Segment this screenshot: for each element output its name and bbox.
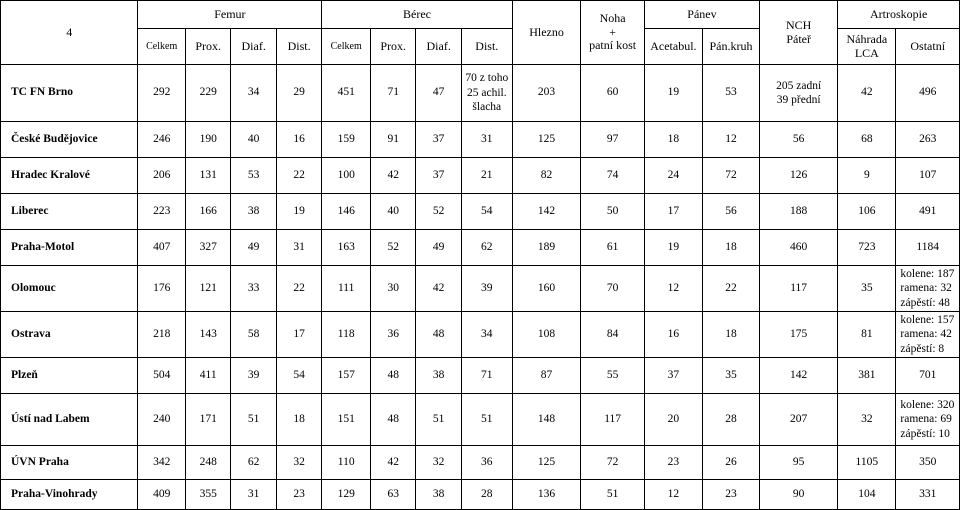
cell-femur-diaf: 53	[231, 158, 276, 194]
sub-berec-dist: Dist.	[461, 29, 512, 65]
table-row	[1, 394, 960, 446]
cell-nch: 460	[760, 230, 838, 266]
group-artroskopie: Artroskopie	[838, 1, 960, 29]
cell-femur-celkem: 292	[138, 65, 186, 122]
cell-femur-celkem: 407	[138, 230, 186, 266]
cell-berec-dist	[461, 65, 512, 122]
cell-berec-prox: 48	[371, 394, 416, 446]
nch-value-line-2: 39 přední	[776, 94, 821, 106]
row-name: Ústí nad Labem	[1, 394, 138, 446]
cell-berec-prox: 30	[371, 266, 416, 312]
cell-femur-celkem: 342	[138, 446, 186, 480]
cell-ostatni: 331	[896, 480, 960, 510]
cell-acetabul: 37	[644, 358, 702, 394]
cell-acetabul: 16	[644, 312, 702, 358]
cell-noha: 70	[581, 266, 644, 312]
cell-ostatni	[896, 394, 960, 446]
cell-femur-prox: 143	[185, 312, 230, 358]
cell-berec-prox: 52	[371, 230, 416, 266]
nahrada-line-1: Náhrada	[846, 31, 888, 46]
cell-acetabul: 24	[644, 158, 702, 194]
cell-hlezno: 125	[512, 122, 581, 158]
cell-pankruh: 22	[702, 266, 759, 312]
cell-femur-celkem: 223	[138, 194, 186, 230]
sub-nahrada-lca	[838, 29, 896, 65]
cell-femur-diaf: 40	[231, 122, 276, 158]
cell-pankruh: 23	[702, 480, 759, 510]
cell-hlezno: 203	[512, 65, 581, 122]
cell-hlezno: 82	[512, 158, 581, 194]
group-panev: Pánev	[644, 1, 759, 29]
sub-acetabul: Acetabul.	[644, 29, 702, 65]
cell-nch: 56	[760, 122, 838, 158]
note-line-2: 25 achil.	[466, 86, 507, 99]
cell-nch: 142	[760, 358, 838, 394]
noha-line-3: patní kost	[589, 38, 637, 53]
cell-pankruh: 56	[702, 194, 759, 230]
cell-femur-celkem: 246	[138, 122, 186, 158]
cell-noha: 51	[581, 480, 644, 510]
sub-femur-prox: Prox.	[185, 29, 230, 65]
cell-berec-prox: 71	[371, 65, 416, 122]
cell-berec-dist: 34	[461, 312, 512, 358]
cell-berec-celkem: 146	[322, 194, 371, 230]
cell-pankruh: 72	[702, 158, 759, 194]
cell-lca: 81	[838, 312, 896, 358]
cell-ostatni	[896, 312, 960, 358]
row-name: Praha-Motol	[1, 230, 138, 266]
sub-berec-diaf: Diaf.	[416, 29, 461, 65]
table-row	[1, 358, 960, 394]
cell-lca: 104	[838, 480, 896, 510]
cell-nch: 175	[760, 312, 838, 358]
nahrada-line-2: LCA	[854, 45, 879, 60]
cell-noha: 72	[581, 446, 644, 480]
table-row	[1, 266, 960, 312]
cell-acetabul: 18	[644, 122, 702, 158]
cell-noha: 55	[581, 358, 644, 394]
cell-femur-prox: 166	[185, 194, 230, 230]
cell-noha: 50	[581, 194, 644, 230]
cell-femur-dist: 29	[276, 65, 321, 122]
cell-femur-dist: 32	[276, 446, 321, 480]
cell-femur-prox: 131	[185, 158, 230, 194]
ostatni-line-2: ramena: 42	[900, 328, 952, 341]
cell-berec-prox: 42	[371, 446, 416, 480]
cell-lca: 723	[838, 230, 896, 266]
cell-hlezno: 148	[512, 394, 581, 446]
sub-pankruh: Pán.kruh	[702, 29, 759, 65]
ostatni-line-2: ramena: 32	[900, 282, 952, 295]
cell-femur-prox: 121	[185, 266, 230, 312]
noha-line-2: +	[609, 24, 616, 39]
cell-acetabul: 20	[644, 394, 702, 446]
cell-femur-diaf: 31	[231, 480, 276, 510]
table-row	[1, 480, 960, 510]
cell-berec-dist: 28	[461, 480, 512, 510]
cell-femur-diaf: 58	[231, 312, 276, 358]
cell-pankruh: 35	[702, 358, 759, 394]
cell-berec-dist: 71	[461, 358, 512, 394]
cell-ostatni: 1184	[896, 230, 960, 266]
cell-femur-celkem: 409	[138, 480, 186, 510]
cell-femur-dist: 17	[276, 312, 321, 358]
cell-berec-dist: 62	[461, 230, 512, 266]
cell-lca: 381	[838, 358, 896, 394]
cell-pankruh: 18	[702, 312, 759, 358]
ostatni-line-1: kolene: 157	[900, 313, 955, 326]
cell-pankruh: 12	[702, 122, 759, 158]
cell-femur-prox: 171	[185, 394, 230, 446]
cell-noha: 97	[581, 122, 644, 158]
cell-lca: 1105	[838, 446, 896, 480]
sub-berec-celkem: Celkem	[322, 29, 371, 65]
cell-berec-diaf: 37	[416, 122, 461, 158]
cell-berec-diaf: 48	[416, 312, 461, 358]
ostatni-line-3: zápěstí: 48	[900, 296, 950, 309]
cell-hlezno: 108	[512, 312, 581, 358]
cell-berec-diaf: 38	[416, 480, 461, 510]
row-name: Plzeň	[1, 358, 138, 394]
row-name: Ostrava	[1, 312, 138, 358]
note-line-3: šlacha	[472, 101, 502, 114]
cell-berec-celkem: 157	[322, 358, 371, 394]
cell-femur-diaf: 34	[231, 65, 276, 122]
cell-femur-celkem: 218	[138, 312, 186, 358]
cell-pankruh: 28	[702, 394, 759, 446]
note-line-1: 70 z toho	[465, 72, 509, 85]
cell-acetabul: 19	[644, 230, 702, 266]
table-row	[1, 194, 960, 230]
cell-femur-diaf: 49	[231, 230, 276, 266]
cell-femur-dist: 31	[276, 230, 321, 266]
cell-acetabul: 12	[644, 480, 702, 510]
cell-ostatni: 491	[896, 194, 960, 230]
cell-berec-dist: 39	[461, 266, 512, 312]
ostatni-line-3: zápěstí: 8	[900, 342, 945, 355]
sub-femur-diaf: Diaf.	[231, 29, 276, 65]
row-name: České Budějovice	[1, 122, 138, 158]
cell-berec-celkem: 163	[322, 230, 371, 266]
cell-femur-diaf: 33	[231, 266, 276, 312]
cell-ostatni: 701	[896, 358, 960, 394]
cell-noha: 74	[581, 158, 644, 194]
cell-berec-celkem: 118	[322, 312, 371, 358]
cell-femur-prox: 248	[185, 446, 230, 480]
cell-femur-celkem: 504	[138, 358, 186, 394]
cell-berec-prox: 40	[371, 194, 416, 230]
cell-berec-celkem: 129	[322, 480, 371, 510]
ostatni-line-1: kolene: 187	[900, 267, 955, 280]
table-row	[1, 158, 960, 194]
cell-noha: 117	[581, 394, 644, 446]
group-hlezno: Hlezno	[512, 1, 581, 65]
row-name: TC FN Brno	[1, 65, 138, 122]
cell-berec-celkem: 159	[322, 122, 371, 158]
nch-line-2: Páteř	[786, 31, 811, 46]
cell-hlezno: 189	[512, 230, 581, 266]
group-noha	[581, 1, 644, 65]
cell-hlezno: 160	[512, 266, 581, 312]
cell-femur-dist: 23	[276, 480, 321, 510]
cell-femur-dist: 16	[276, 122, 321, 158]
corner-cell: 4	[1, 1, 138, 65]
ostatni-line-3: zápěstí: 10	[900, 427, 950, 440]
cell-berec-celkem: 100	[322, 158, 371, 194]
cell-berec-dist: 51	[461, 394, 512, 446]
cell-femur-celkem: 240	[138, 394, 186, 446]
cell-berec-diaf: 49	[416, 230, 461, 266]
cell-pankruh: 53	[702, 65, 759, 122]
row-name: ÚVN Praha	[1, 446, 138, 480]
cell-acetabul: 12	[644, 266, 702, 312]
cell-berec-prox: 91	[371, 122, 416, 158]
cell-pankruh: 26	[702, 446, 759, 480]
cell-femur-prox: 229	[185, 65, 230, 122]
cell-nch	[760, 65, 838, 122]
cell-noha: 60	[581, 65, 644, 122]
cell-hlezno: 87	[512, 358, 581, 394]
cell-femur-dist: 22	[276, 158, 321, 194]
cell-femur-prox: 411	[185, 358, 230, 394]
cell-berec-prox: 63	[371, 480, 416, 510]
table-row	[1, 230, 960, 266]
cell-ostatni: 107	[896, 158, 960, 194]
cell-femur-prox: 355	[185, 480, 230, 510]
cell-berec-diaf: 51	[416, 394, 461, 446]
group-nch	[760, 1, 838, 65]
cell-berec-prox: 36	[371, 312, 416, 358]
cell-lca: 106	[838, 194, 896, 230]
cell-berec-diaf: 47	[416, 65, 461, 122]
cell-acetabul: 19	[644, 65, 702, 122]
cell-nch: 95	[760, 446, 838, 480]
group-berec: Bérec	[322, 1, 512, 29]
cell-berec-celkem: 151	[322, 394, 371, 446]
row-name: Olomouc	[1, 266, 138, 312]
cell-femur-diaf: 62	[231, 446, 276, 480]
cell-nch: 188	[760, 194, 838, 230]
cell-femur-prox: 190	[185, 122, 230, 158]
sub-femur-dist: Dist.	[276, 29, 321, 65]
cell-ostatni	[896, 266, 960, 312]
cell-femur-prox: 327	[185, 230, 230, 266]
cell-berec-celkem: 110	[322, 446, 371, 480]
cell-ostatni: 350	[896, 446, 960, 480]
ostatni-line-2: ramena: 69	[900, 413, 952, 426]
cell-pankruh: 18	[702, 230, 759, 266]
cell-femur-dist: 54	[276, 358, 321, 394]
cell-femur-diaf: 39	[231, 358, 276, 394]
cell-berec-dist: 36	[461, 446, 512, 480]
cell-berec-prox: 42	[371, 158, 416, 194]
cell-nch: 207	[760, 394, 838, 446]
cell-femur-dist: 22	[276, 266, 321, 312]
cell-acetabul: 23	[644, 446, 702, 480]
cell-berec-prox: 48	[371, 358, 416, 394]
cell-ostatni: 496	[896, 65, 960, 122]
table-body	[1, 65, 960, 510]
table-row	[1, 122, 960, 158]
cell-femur-celkem: 176	[138, 266, 186, 312]
cell-berec-dist: 21	[461, 158, 512, 194]
cell-nch: 117	[760, 266, 838, 312]
nch-value-line-1: 205 zadní	[776, 79, 822, 92]
cell-lca: 35	[838, 266, 896, 312]
cell-hlezno: 136	[512, 480, 581, 510]
table-row	[1, 446, 960, 480]
cell-noha: 84	[581, 312, 644, 358]
cell-femur-dist: 18	[276, 394, 321, 446]
header-row-groups	[1, 1, 960, 29]
cell-femur-diaf: 38	[231, 194, 276, 230]
cell-berec-dist: 31	[461, 122, 512, 158]
cell-femur-diaf: 51	[231, 394, 276, 446]
cell-acetabul: 17	[644, 194, 702, 230]
sub-ostatni: Ostatní	[896, 29, 960, 65]
sub-berec-prox: Prox.	[371, 29, 416, 65]
cell-noha: 61	[581, 230, 644, 266]
cell-berec-diaf: 32	[416, 446, 461, 480]
table-row	[1, 65, 960, 122]
noha-line-1: Noha	[599, 10, 626, 25]
cell-lca: 42	[838, 65, 896, 122]
cell-lca: 68	[838, 122, 896, 158]
cell-lca: 9	[838, 158, 896, 194]
cell-berec-diaf: 38	[416, 358, 461, 394]
cell-femur-celkem: 206	[138, 158, 186, 194]
cell-berec-diaf: 42	[416, 266, 461, 312]
ostatni-line-1: kolene: 320	[900, 398, 955, 411]
cell-lca: 32	[838, 394, 896, 446]
cell-berec-diaf: 52	[416, 194, 461, 230]
group-femur: Femur	[138, 1, 322, 29]
cell-berec-celkem: 111	[322, 266, 371, 312]
cell-femur-dist: 19	[276, 194, 321, 230]
cell-nch: 126	[760, 158, 838, 194]
row-name: Praha-Vinohrady	[1, 480, 138, 510]
sub-femur-celkem: Celkem	[138, 29, 186, 65]
cell-ostatni: 263	[896, 122, 960, 158]
table-row	[1, 312, 960, 358]
cell-hlezno: 125	[512, 446, 581, 480]
row-name: Hradec Kralové	[1, 158, 138, 194]
nch-line-1: NCH	[785, 17, 812, 32]
cell-berec-celkem: 451	[322, 65, 371, 122]
cell-hlezno: 142	[512, 194, 581, 230]
row-name: Liberec	[1, 194, 138, 230]
cell-berec-dist: 54	[461, 194, 512, 230]
cell-nch: 90	[760, 480, 838, 510]
cell-berec-diaf: 37	[416, 158, 461, 194]
